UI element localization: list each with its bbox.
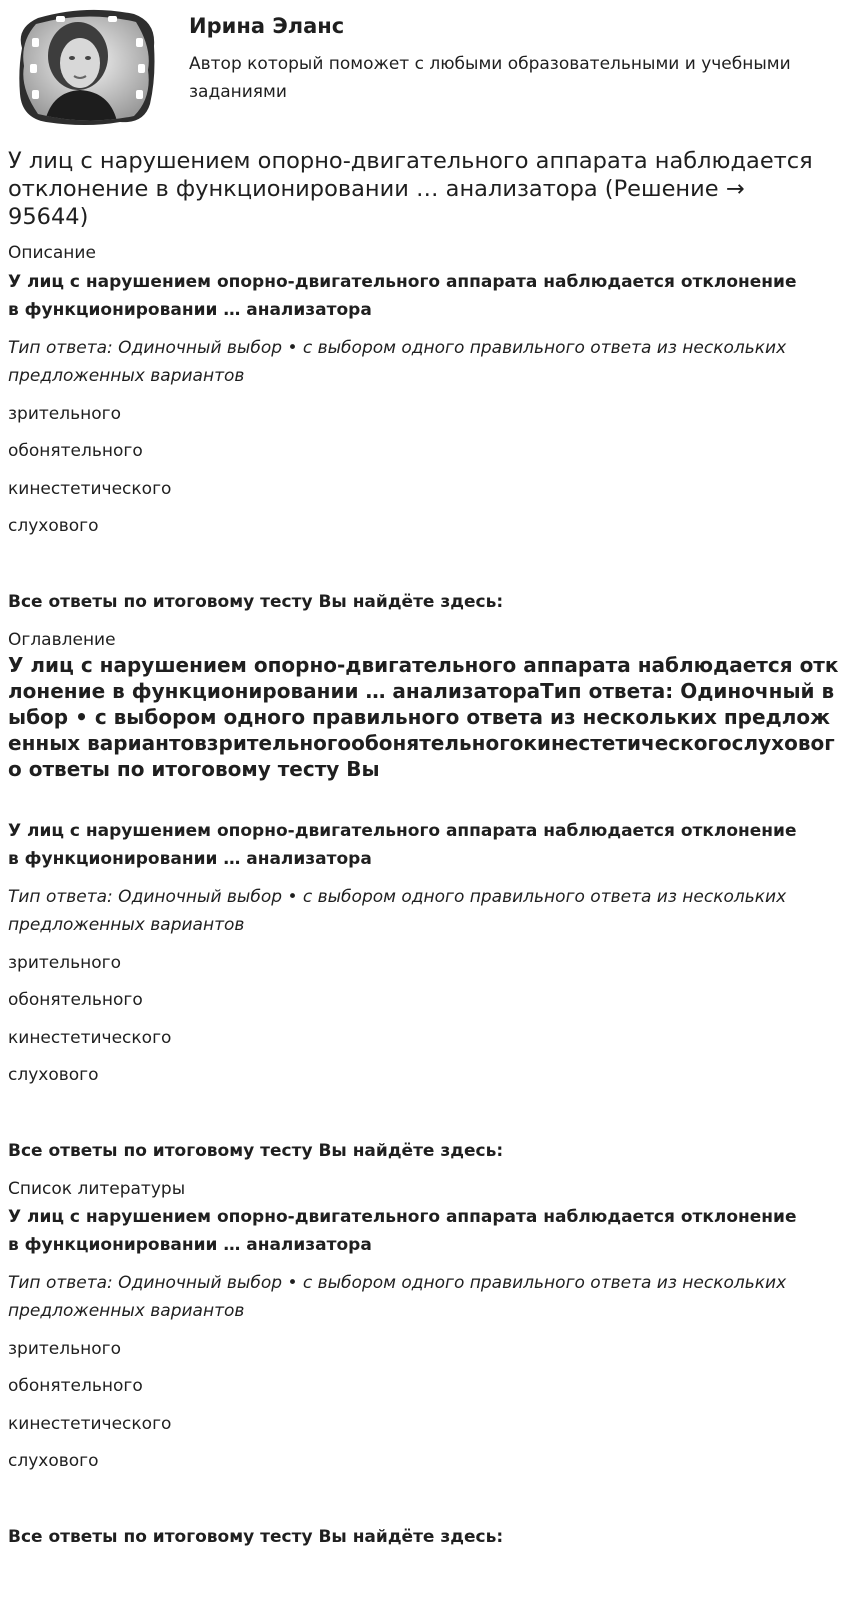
question-text: У лиц с нарушением опорно-двигательного аппарата наблюдается отклонение в функционировании … анализатора [8,821,797,869]
author-avatar[interactable] [16,8,156,126]
answer-option: кинестетического [8,1414,172,1434]
answer-option: зрительного [8,953,121,973]
answer-type: Тип ответа: Одиночный выбор • с выбором одного правильного ответа из нескольких предложенных вариантов [8,338,787,386]
all-answers-link[interactable]: Все ответы по итоговому тесту Вы найдёте здесь: [8,592,504,612]
all-answers-link[interactable]: Все ответы по итоговому тесту Вы найдёте здесь: [8,1527,504,1547]
answer-option: зрительного [8,404,121,424]
section-label-literature: Список литературы [8,1179,186,1199]
page-title: У лиц с нарушением опорно-двигательного аппарата наблюдается отклонение в функционировании … анализатора (Решение → 95644) [8,148,813,230]
answer-type: Тип ответа: Одиночный выбор • с выбором одного правильного ответа из нескольких предложенных вариантов [8,1273,787,1321]
all-answers-link[interactable]: Все ответы по итоговому тесту Вы найдёте здесь: [8,1141,504,1161]
answer-option: слухового [8,1065,99,1085]
answer-option: слухового [8,1451,99,1471]
toc-heading[interactable]: У лиц с нарушением опорно-двигательного аппарата наблюдается отклонение в функционировании … анализатораТип ответа: Одиночный выбор • с выбором одного правильного ответа из нескольких предложенных вариантовзрительногообонятельногокинестетическогослухового ответы по итоговому тесту Вы [8,653,839,781]
author-name[interactable]: Ирина Эланс [189,14,345,38]
answer-option: обонятельного [8,441,143,461]
answer-option: зрительного [8,1339,121,1359]
answer-option: обонятельного [8,990,143,1010]
answer-option: кинестетического [8,1028,172,1048]
question-text: У лиц с нарушением опорно-двигательного аппарата наблюдается отклонение в функционировании … анализатора [8,272,797,320]
section-label-description: Описание [8,243,96,263]
answer-option: кинестетического [8,479,172,499]
answer-type: Тип ответа: Одиночный выбор • с выбором одного правильного ответа из нескольких предложенных вариантов [8,887,787,935]
section-label-toc: Оглавление [8,630,116,650]
question-text: У лиц с нарушением опорно-двигательного аппарата наблюдается отклонение в функционировании … анализатора [8,1207,797,1255]
author-block [8,0,839,140]
answer-option: обонятельного [8,1376,143,1396]
answer-option: слухового [8,516,99,536]
author-description: Автор который поможет с любыми образовательными и учебными заданиями [189,54,791,102]
